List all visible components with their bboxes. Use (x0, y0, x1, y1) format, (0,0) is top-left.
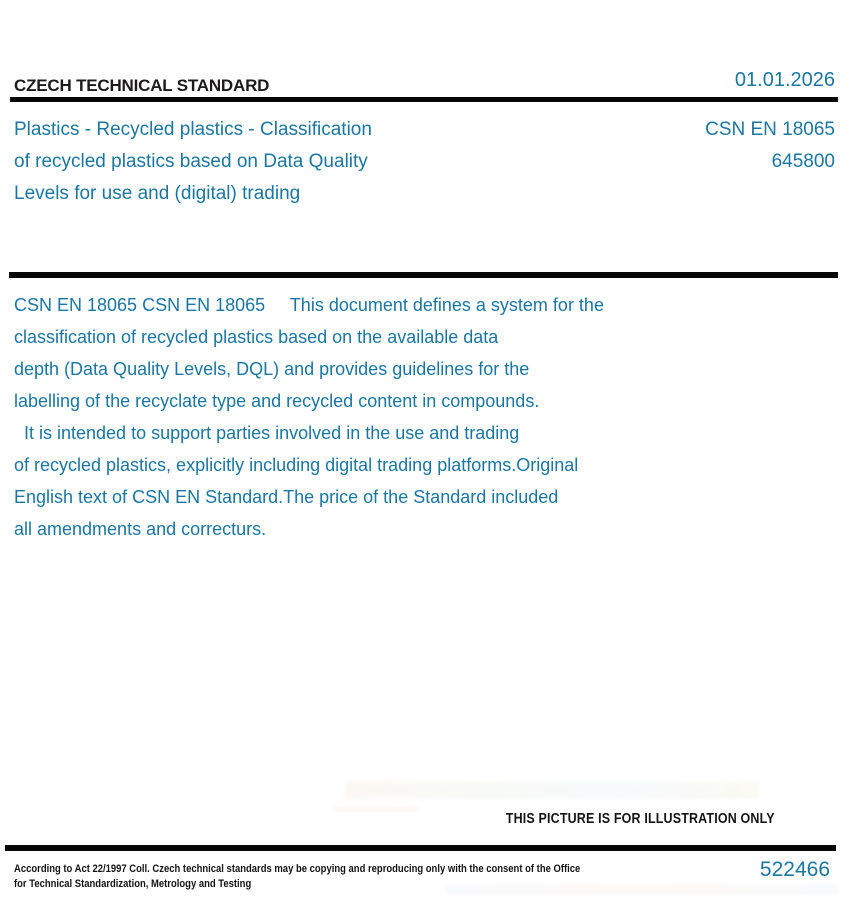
illustration-note: THIS PICTURE IS FOR ILLUSTRATION ONLY (506, 811, 775, 827)
abstract-line: English text of CSN EN Standard.The price of the Standard included (14, 487, 559, 507)
page-title: CZECH TECHNICAL STANDARD (14, 76, 270, 95)
abstract-line: all amendments and correcturs. (14, 519, 267, 539)
abstract-line: labelling of the recyclate type and recycled content in compounds. (14, 391, 540, 411)
faint-watermark (333, 806, 418, 812)
footer-divider (5, 845, 836, 851)
copyright-notice (14, 862, 580, 891)
catalog-number: 522466 (759, 858, 830, 881)
abstract-line: depth (Data Quality Levels, DQL) and provides guidelines for the (14, 359, 530, 379)
title-divider (9, 272, 838, 278)
abstract-line: It is intended to support parties involved in the use and trading (14, 423, 520, 443)
abstract-text (14, 289, 604, 545)
standard-title-line: of recycled plastics based on Data Quality (14, 151, 368, 172)
catalog-class-number: 645800 (771, 151, 835, 172)
standard-title-line: Plastics - Recycled plastics - Classification (14, 119, 372, 140)
standard-title-line: Levels for use and (digital) trading (14, 183, 301, 204)
copyright-notice-line: According to Act 22/1997 Coll. Czech technical standards may be copying and reproducing only with the consent of the Office (14, 863, 581, 875)
abstract-line: classification of recycled plastics based on the available data (14, 327, 499, 347)
issue-date: 01.01.2026 (734, 69, 835, 91)
standard-title (14, 114, 372, 210)
header-divider (10, 97, 838, 102)
faint-watermark (345, 781, 760, 799)
abstract-line: of recycled plastics, explicitly including digital trading platforms.Original (14, 455, 579, 475)
abstract-line: CSN EN 18065 CSN EN 18065 This document defines a system for the (14, 295, 604, 315)
standard-code: CSN EN 18065 (705, 119, 835, 140)
copyright-notice-line: for Technical Standardization, Metrology and Testing (14, 877, 252, 890)
standard-references (705, 114, 835, 178)
